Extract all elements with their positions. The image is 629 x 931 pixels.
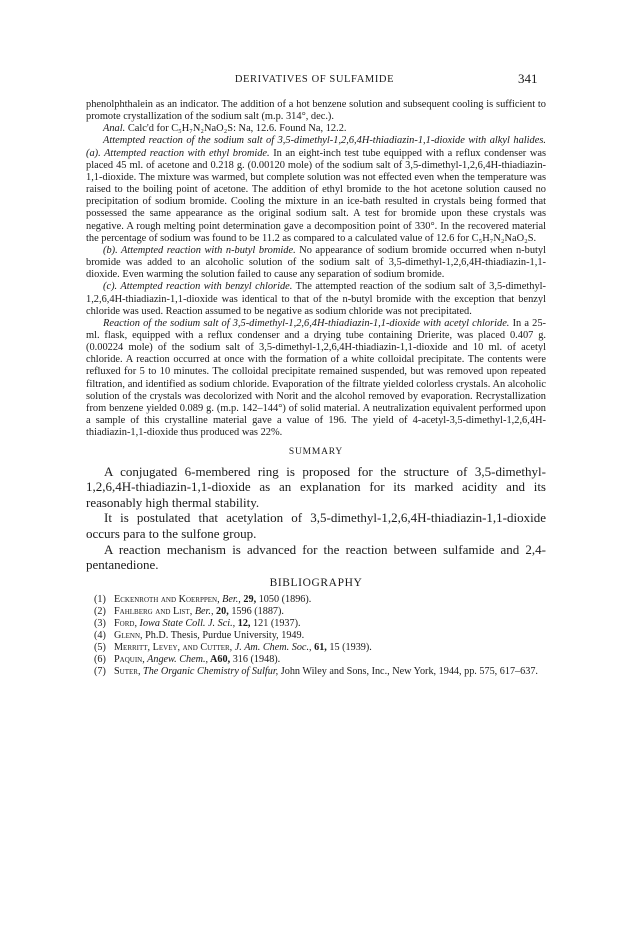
paragraph-analysis: Anal. Calc'd for C₅H₇N₂NaO₂S: Na, 12.6. Found Na, 12.2. (103, 123, 347, 135)
bibliography-entry: (4) Glenn, Ph.D. Thesis, Purdue University, 1949. (94, 630, 305, 642)
paragraph-ethyl-bromide: Attempted reaction of the sodium salt of 3,5-dimethyl-1,2,6,4H-thiadiazin-1,1-dioxide with alkyl halides. (a). Attempted reaction with ethyl bromide. In an eight-inch test tube equipped with a reflux condenser was placed 45 ml. of acetone and 0.218 g. (0.00120 mole) of the sodium salt of 3,5-dimethyl-1,2,6,4H-thiadiazin-1,1-dioxide. The mixture was warmed, but complete solution was not effected even when the temperature was raised to the boiling point of acetone. The addition of ethyl bromide to the hot acetone solution caused no precipitation of sodium bromide. Cooling the mixture in an ice-bath resulted in crystals being formed that possessed the same appearance as the original sodium salt. A test for bromide upon these crystals was negative. A rough melting point determination gave a decomposition point of 330°. In the recovered material the percentage of sodium was found to be 11.2 as compared to a calculated value of 12.6 for C₅H₇N₂NaO₂S. (86, 135, 546, 244)
paragraph-acetyl-chloride: Reaction of the sodium salt of 3,5-dimethyl-1,2,6,4H-thiadiazin-1,1-dioxide with acetyl chloride. In a 25-ml. flask, equipped with a reflux condenser and a drying tube containing Drierite, was placed 0.407 g. (0.00224 mole) of the sodium salt of 3,5-dimethyl-1,2,6,4H-thiadiazin-1,1-dioxide and 10 ml. of acetyl chloride. A reaction occurred at once with the formation of a white colloidal precipitate. The contents were refluxed for 5 to 10 minutes. The colloidal precipitate remained suspended, but was removed upon repeated filtration, and identified as sodium chloride. Evaporation of the filtrate yielded colorless crystals. An alcoholic solution of the crystals was decolorized with Norit and the alcohol removed by evaporation. Recrystallization from benzene yielded 0.089 g. (m.p. 142–144°) of solid material. A neutralization equivalent performed upon a sample of this crystalline material gave a value of 196. The yield of 4-acetyl-3,5-dimethyl-1,2,6,4H-thiadiazin-1,1-dioxide thus produced was 22%. (86, 317, 546, 439)
body-text (86, 99, 546, 679)
running-title: DERIVATIVES OF SULFAMIDE (234, 74, 395, 85)
bibliography-entry: (7) Suter, The Organic Chemistry of Sulfur, John Wiley and Sons, Inc., New York, 1944, pp. 575, 617–637. (94, 666, 538, 678)
summary-paragraph: It is postulated that acetylation of 3,5-dimethyl-1,2,6,4H-thiadiazin-1,1-dioxide occurs para to the sulfone group. (86, 510, 546, 541)
bibliography-list (86, 594, 546, 679)
summary-heading: SUMMARY (288, 447, 344, 458)
bibliography-entry: (5) Merritt, Levey, and Cutter, J. Am. Chem. Soc., 61, 15 (1939). (94, 642, 372, 654)
bibliography-entry: (1) Eckenroth and Koerppen, Ber., 29, 1050 (1896). (94, 593, 312, 605)
paragraph-continuation: phenolphthalein as an indicator. The addition of a hot benzene solution and subsequent cooling is sufficient to promote crystallization of the sodium salt (m.p. 314°, dec.). (86, 99, 546, 123)
bibliography-entry: (6) Paquin, Angew. Chem., A60, 316 (1948). (94, 654, 281, 666)
summary-paragraph: A reaction mechanism is advanced for the reaction between sulfamide and 2,4-pentanedione. (86, 541, 546, 573)
summary-paragraph: A conjugated 6-membered ring is proposed for the structure of 3,5-dimethyl-1,2,6,4H-thiadiazin-1,1-dioxide as an explanation for its marked acidity and its reasonably high thermal stability. (86, 463, 546, 510)
bibliography-entry: (2) Fahlberg and List, Ber., 20, 1596 (1887). (94, 605, 284, 617)
paragraph-benzyl-chloride: (c). Attempted reaction with benzyl chloride. The attempted reaction of the sodium salt of 3,5-dimethyl-1,2,6,4H-thiadiazin-1,1-dioxide was identical to that of the n-butyl bromide with the exception that benzyl chloride was used. Reaction assumed to be negative as sodium chloride was not precipitated. (86, 281, 547, 317)
bibliography-entry: (3) Ford, Iowa State Coll. J. Sci., 12, 121 (1937). (94, 618, 301, 630)
bibliography-heading: BIBLIOGRAPHY (269, 576, 363, 589)
paragraph-butyl-bromide: (b). Attempted reaction with n-butyl bromide. No appearance of sodium bromide occurred when n-butyl bromide was added to an alcoholic solution of the sodium salt of 3,5-dimethyl-1,2,6,4H-thiadiazin-1,1-dioxide. Even warming the solution failed to cause any separation of sodium bromide. (86, 244, 546, 281)
summary-section (86, 464, 546, 573)
page-number: 341 (518, 71, 538, 86)
